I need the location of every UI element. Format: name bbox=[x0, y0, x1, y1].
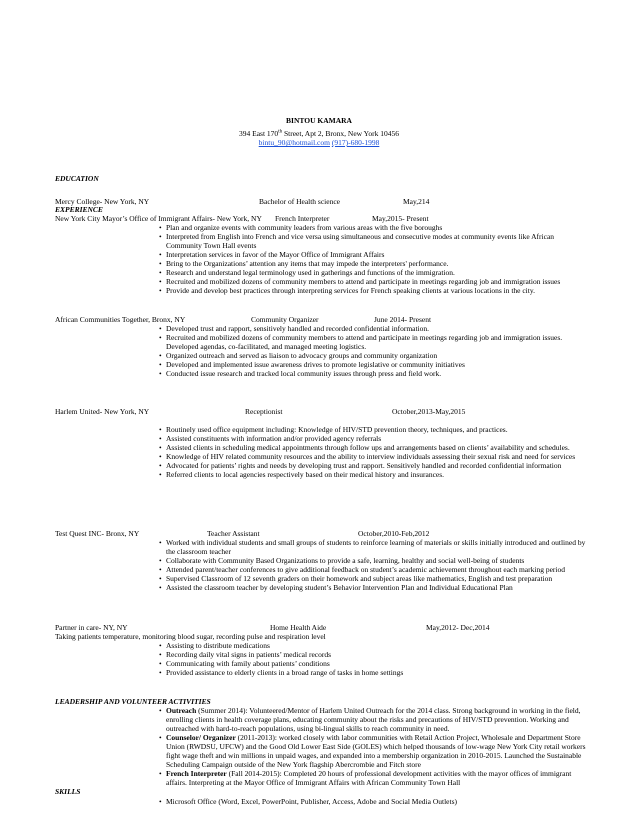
list-item: • Developed trust and rapport, sensitively handled and recorded confidential information. bbox=[159, 324, 589, 333]
list-item: • Interpreted from English into French and vice versa using simultaneous and consecutive modes at community events like African Community Town Hall events bbox=[159, 232, 589, 250]
address-line bbox=[0, 129, 638, 138]
leadership-text: Completed 20 hours of professional development activities with the mayor offices of immigrant affairs. Interpreting at the Mayor Office of Immigrant Affairs with African Community Town Hall bbox=[166, 769, 572, 787]
address-street: 394 East 170 bbox=[239, 129, 279, 138]
leadership-date: (Summer 2014): bbox=[196, 706, 250, 715]
job-date: October,2013-May,2015 bbox=[392, 407, 466, 416]
job-bullets bbox=[159, 425, 589, 479]
job-date: May,2015- Present bbox=[372, 214, 429, 223]
list-item: • Attended parent/teacher conferences to give additional feedback on student’s academic achievement throughout each marking period bbox=[159, 565, 589, 574]
contact-line bbox=[0, 138, 638, 147]
leadership-item bbox=[159, 733, 589, 769]
list-item: • Bring to the Organizations’ attention any items that may impede the interpreters' performance. bbox=[159, 259, 589, 268]
leadership-title: French Interpreter bbox=[166, 769, 227, 778]
leadership-item bbox=[159, 769, 589, 787]
list-item: • Interpretation services in favor of the Mayor Office of Immigrant Affairs bbox=[159, 250, 589, 259]
job-intro: Taking patients temperature, monitoring blood sugar, recording pulse and respiration level bbox=[55, 632, 326, 641]
job-role: French Interpreter bbox=[275, 214, 330, 223]
list-item: • Worked with individual students and small groups of students to reinforce learning of materials or skills initially introduced and outlined by the classroom teacher bbox=[159, 538, 589, 556]
leadership-heading: LEADERSHIP AND VOLUNTEER ACTIVITIES bbox=[55, 697, 211, 706]
list-item: • Developed and implemented issue awareness drives to promote legislative or community initiatives bbox=[159, 360, 589, 369]
job-role: Home Health Aide bbox=[270, 623, 327, 632]
leadership-text: Volunteered/Mentor of Harlem United Outreach for the 2014 class. Strong background in working in the field, enrolling clients in health coverage plans, educating community about the risks and precautions of HIV/STD prevention. Working and outreached with hard-to-reach populations, using bi-lingual skills to reach community in need. bbox=[166, 706, 581, 733]
job-bullets bbox=[159, 223, 589, 295]
list-item: • Assisted the classroom teacher by developing student’s Behavior Intervention Plan and Individual Educational Plan bbox=[159, 583, 589, 592]
job-bullets bbox=[159, 538, 589, 592]
education-school: Mercy College- New York, NY bbox=[55, 197, 150, 206]
list-item: • Advocated for patients’ rights and needs by developing trust and rapport. Sensitively handled and recorded confidential information bbox=[159, 461, 589, 470]
job-bullets bbox=[159, 641, 589, 677]
leadership-date: (Fall 2014-2015): bbox=[226, 769, 284, 778]
list-item: • Routinely used office equipment including: Knowledge of HIV/STD prevention theory, techniques, and practices. bbox=[159, 425, 589, 434]
candidate-name: BINTOU KAMARA bbox=[286, 116, 352, 125]
leadership-list bbox=[159, 706, 589, 787]
list-item: • Organized outreach and served as liaison to advocacy groups and community organization bbox=[159, 351, 589, 360]
address-rest: Street, Apt 2, Bronx, New York 10456 bbox=[282, 129, 399, 138]
list-item: • Assisted constituents with information and/or provided agency referrals bbox=[159, 434, 589, 443]
job-org: Test Quest INC- Bronx, NY bbox=[55, 529, 140, 538]
leadership-title: Counselor/ Organizer bbox=[166, 733, 236, 742]
list-item: • Supervised Classroom of 12 seventh graders on their homework and subject areas like mathematics, English and test preparation bbox=[159, 574, 589, 583]
job-org: Harlem United- New York, NY bbox=[55, 407, 150, 416]
job-date: June 2014- Present bbox=[374, 315, 432, 324]
leadership-item bbox=[159, 706, 589, 733]
list-item: • Assisting to distribute medications bbox=[159, 641, 589, 650]
list-item: • Provided assistance to elderly clients in a broad range of tasks in home settings bbox=[159, 668, 589, 677]
skills-list bbox=[159, 797, 589, 806]
list-item: • Recording daily vital signs in patients’ medical records bbox=[159, 650, 589, 659]
education-heading: EDUCATION bbox=[55, 174, 99, 183]
phone-link[interactable]: (917)-680-1998 bbox=[331, 138, 380, 147]
list-item: • Research and understand legal terminology used in gatherings and functions of the immigration. bbox=[159, 268, 589, 277]
list-item: • Referred clients to local agencies respectively based on their medical history and insurances. bbox=[159, 470, 589, 479]
list-item: • Provide and develop best practices through interpreting services for French speaking clients at various locations in the city. bbox=[159, 286, 589, 295]
address-ordinal: th bbox=[278, 129, 283, 135]
job-org: African Communities Together, Bronx, NY bbox=[55, 315, 186, 324]
email-link[interactable]: bintu_90@hotmail.com bbox=[258, 138, 330, 147]
education-date: May,214 bbox=[403, 197, 430, 206]
list-item: • Communicating with family about patients’ conditions bbox=[159, 659, 589, 668]
list-item: • Recruited and mobilized dozens of community members to attend and participate in meetings regarding job and immigration issues bbox=[159, 277, 589, 286]
list-item: • Conducted issue research and tracked local community issues through press and field work. bbox=[159, 369, 589, 378]
education-degree: Bachelor of Health science bbox=[259, 197, 341, 206]
job-role: Community Organizer bbox=[251, 315, 319, 324]
list-item: • Collaborate with Community Based Organizations to provide a safe, learning, healthy and social well-being of students bbox=[159, 556, 589, 565]
job-bullets bbox=[159, 324, 589, 378]
experience-heading: EXPERIENCE bbox=[55, 205, 103, 214]
leadership-text: worked closely with labor communities with Retail Action Project, Wholesale and Department Store Union (RWDSU, UFCW) and the Good Old Lower East Side (GOLES) which helped thousands of low-wage New York City retail workers fight wage theft and win millions in unpaid wages, and expanded into a membership organization in 2010-2015. Launched the Sustainable Scheduling Campaign outside of the New York flagship Abercrombie and Fitch store bbox=[166, 733, 586, 769]
job-org: New York City Mayor’s Office of Immigrant Affairs- New York, NY bbox=[55, 214, 262, 223]
list-item: • Assisted clients in scheduling medical appointments through follow ups and arrangements based on clients’ availability and schedules. bbox=[159, 443, 589, 452]
job-role: Receptionist bbox=[245, 407, 283, 416]
list-item: • Recruited and mobilized dozens of community members to attend and participate in meetings regarding job and immigration issues. Developed agendas, co-facilitated, and managed meeting logistics. bbox=[159, 333, 589, 351]
job-role: Teacher Assistant bbox=[207, 529, 260, 538]
list-item: • Plan and organize events with community leaders from various areas with the five boroughs bbox=[159, 223, 589, 232]
list-item: • Microsoft Office (Word, Excel, PowerPoint, Publisher, Access, Adobe and Social Media Outlets) bbox=[159, 797, 589, 806]
job-org: Partner in care- NY, NY bbox=[55, 623, 128, 632]
skills-heading: SKILLS bbox=[55, 787, 81, 796]
job-date: May,2012- Dec,2014 bbox=[426, 623, 490, 632]
leadership-date: (2011-2013): bbox=[235, 733, 279, 742]
list-item: • Knowledge of HIV related community resources and the ability to interview individuals assessing their sexual risk and need for services bbox=[159, 452, 589, 461]
leadership-title: Outreach bbox=[166, 706, 197, 715]
job-date: October,2010-Feb,2012 bbox=[358, 529, 430, 538]
